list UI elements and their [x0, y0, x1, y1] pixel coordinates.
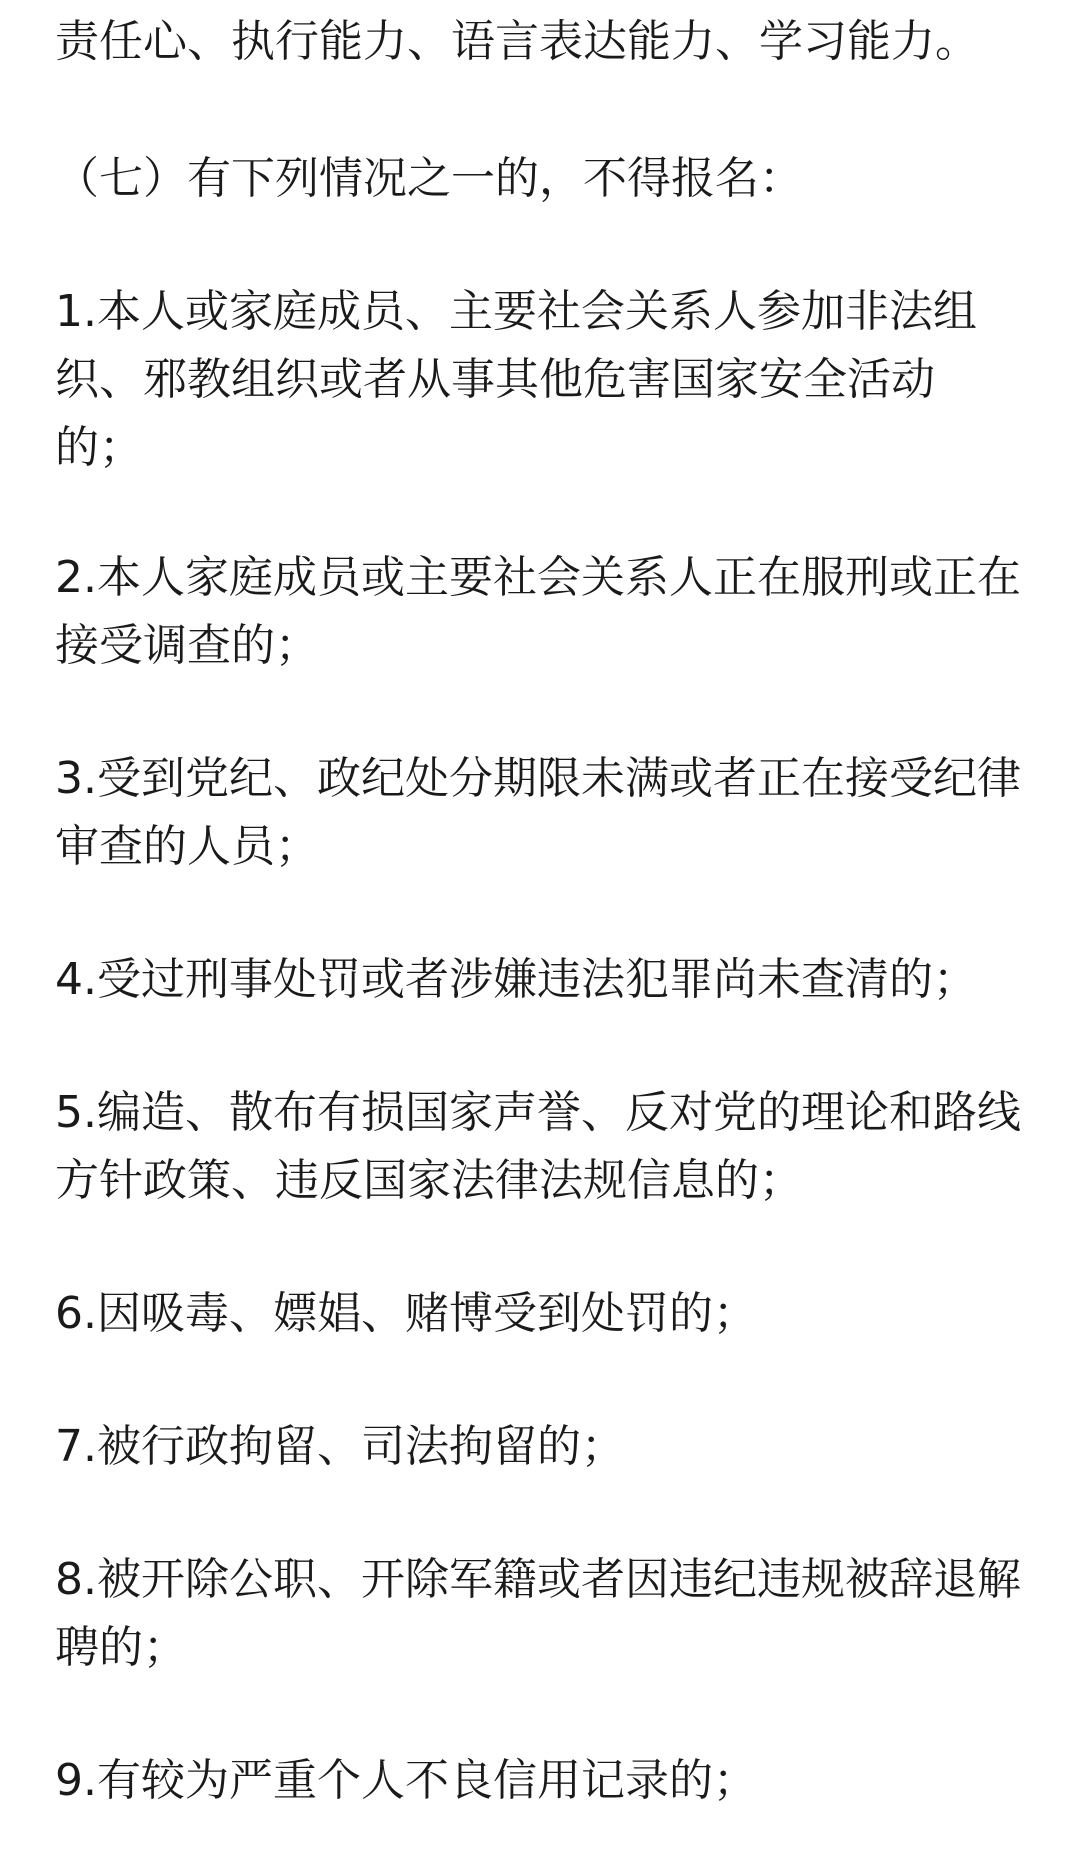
list-item-6: 6.因吸毒、嫖娼、赌博受到处罚的；: [55, 1288, 757, 1339]
list-item-3-line-2: 审查的人员；: [55, 821, 319, 872]
list-item-7: 7.被行政拘留、司法拘留的；: [55, 1421, 625, 1472]
list-item-9: 9.有较为严重个人不良信用记录的；: [55, 1755, 757, 1806]
text-line: 责任心、执行能力、语言表达能力、学习能力。: [55, 16, 979, 67]
list-item-1-line-1: 1.本人或家庭成员、主要社会关系人参加非法组: [55, 286, 977, 337]
list-item-8-line-1: 8.被开除公职、开除军籍或者因违纪违规被辞退解: [55, 1554, 1021, 1605]
list-item-2-line-2: 接受调查的；: [55, 620, 319, 671]
list-item-3-line-1: 3.受到党纪、政纪处分期限未满或者正在接受纪律: [55, 753, 1021, 804]
list-item-1-line-3: 的；: [55, 422, 143, 473]
list-item-4: 4.受过刑事处罚或者涉嫌违法犯罪尚未查清的；: [55, 954, 977, 1005]
section-heading: （七）有下列情况之一的，不得报名：: [55, 153, 803, 204]
list-item-5-line-2: 方针政策、违反国家法律法规信息的；: [55, 1155, 803, 1206]
list-item-5-line-1: 5.编造、散布有损国家声誉、反对党的理论和路线: [55, 1087, 1021, 1138]
list-item-2-line-1: 2.本人家庭成员或主要社会关系人正在服刑或正在: [55, 552, 1021, 603]
list-item-8-line-2: 聘的；: [55, 1622, 187, 1673]
list-item-1-line-2: 织、邪教组织或者从事其他危害国家安全活动: [55, 354, 935, 405]
